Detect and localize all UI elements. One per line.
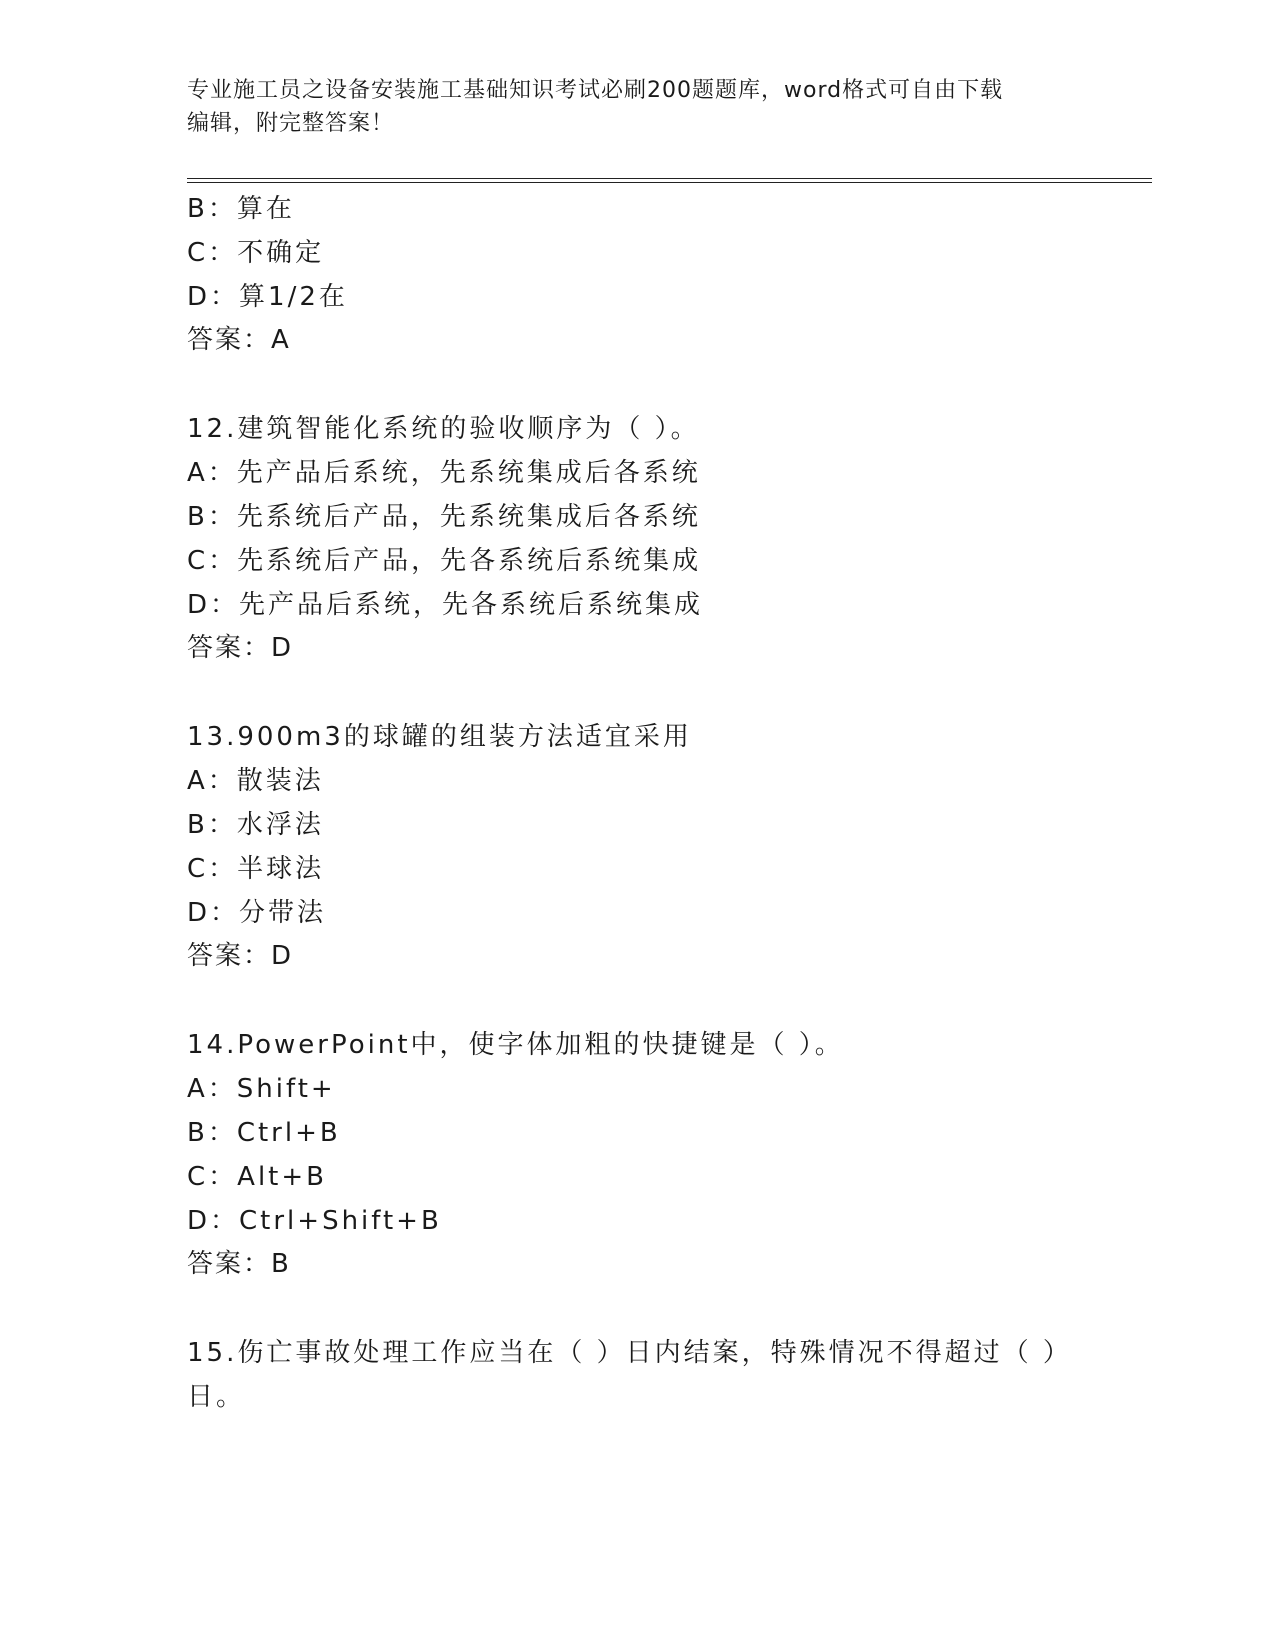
q13-option-b: B：水浮法 xyxy=(187,810,324,840)
q15-question-line-1: 15.伤亡事故处理工作应当在（ ）日内结案，特殊情况不得超过（ ） xyxy=(187,1338,1072,1368)
q11-answer: 答案：A xyxy=(187,325,291,355)
q14-answer: 答案：B xyxy=(187,1249,291,1279)
q14-option-d: D：Ctrl+Shift+B xyxy=(187,1206,442,1236)
q11-option-b: B：算在 xyxy=(187,194,295,224)
q14-question: 14.PowerPoint中，使字体加粗的快捷键是（ ）。 xyxy=(187,1030,844,1060)
q12-option-d: D：先产品后系统，先各系统后系统集成 xyxy=(187,590,704,620)
q13-answer: 答案：D xyxy=(187,941,294,971)
header-divider-bottom xyxy=(187,182,1152,183)
q13-option-a: A：散装法 xyxy=(187,766,324,796)
q14-option-c: C：Alt+B xyxy=(187,1162,327,1192)
q14-option-b: B：Ctrl+B xyxy=(187,1118,341,1148)
q13-question: 13.900m3的球罐的组装方法适宜采用 xyxy=(187,722,692,752)
header-divider-top xyxy=(187,178,1152,179)
q12-question: 12.建筑智能化系统的验收顺序为（ ）。 xyxy=(187,414,700,444)
header-title-line-1: 专业施工员之设备安装施工基础知识考试必刷200题题库，word格式可自由下载 xyxy=(187,78,1004,103)
q12-answer: 答案：D xyxy=(187,633,294,663)
q11-option-c: C：不确定 xyxy=(187,238,325,268)
q13-option-c: C：半球法 xyxy=(187,854,325,884)
q12-option-c: C：先系统后产品，先各系统后系统集成 xyxy=(187,546,702,576)
header-title-line-2: 编辑，附完整答案！ xyxy=(187,111,395,136)
q12-option-a: A：先产品后系统，先系统集成后各系统 xyxy=(187,458,701,488)
document-header xyxy=(187,74,1087,140)
q11-option-d: D：算1/2在 xyxy=(187,282,348,312)
q15-question-line-2: 日。 xyxy=(187,1382,246,1412)
q13-option-d: D：分带法 xyxy=(187,898,327,928)
q12-option-b: B：先系统后产品，先系统集成后各系统 xyxy=(187,502,701,532)
q14-option-a: A：Shift+ xyxy=(187,1074,336,1104)
